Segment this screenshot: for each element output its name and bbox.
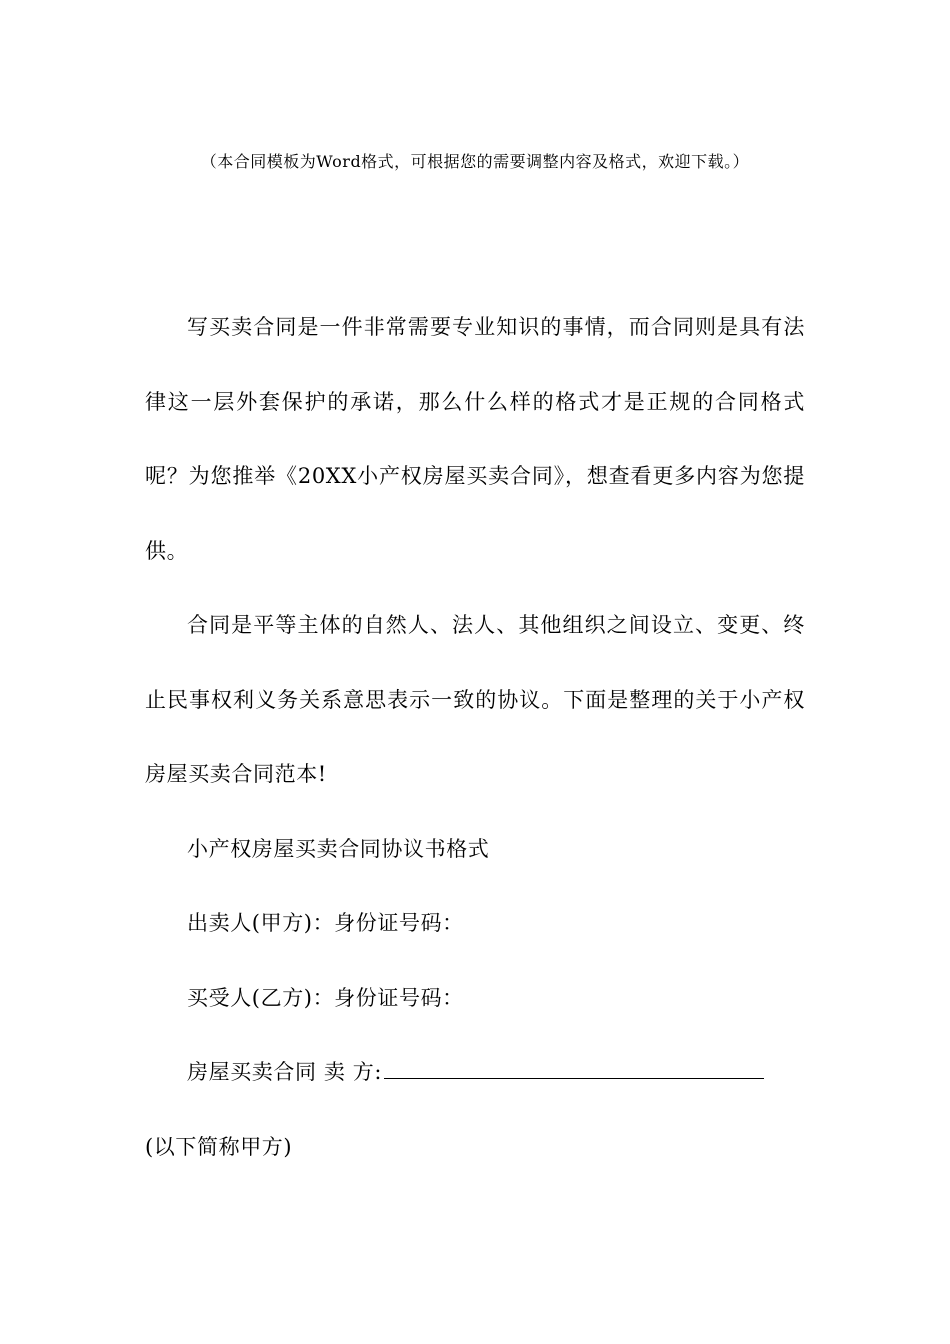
buyer-id-line: 买受人(乙方)：身份证号码： — [187, 985, 464, 1010]
intro-paragraph: 写买卖合同是一件非常需要专业知识的事情，而合同则是具有法律这一层外套保护的承诺，那么什么样的格式才是正规的合同格式呢？为您推举《20XX小产权房屋买卖合同》，想查看更多内容为您提供。 — [145, 315, 805, 563]
abbreviation-line: (以下简称甲方) — [145, 1134, 293, 1159]
contract-title-line: 小产权房屋买卖合同协议书格式 — [187, 836, 490, 861]
seller-id-line: 出卖人(甲方)：身份证号码： — [187, 911, 464, 935]
seller-name-blank — [384, 1058, 764, 1079]
definition-paragraph: 合同是平等主体的自然人、法人、其他组织之间设立、变更、终止民事权利义务关系意思表示一致的协议。下面是整理的关于小产权房屋买卖合同范本! — [145, 613, 805, 786]
document-body — [145, 290, 805, 1184]
contract-seller-label: 房屋买卖合同 卖 方: — [187, 1060, 383, 1084]
contract-seller-line — [145, 1035, 805, 1110]
template-note: （本合同模板为Word格式，可根据您的需要调整内容及格式，欢迎下载。） — [200, 152, 750, 171]
